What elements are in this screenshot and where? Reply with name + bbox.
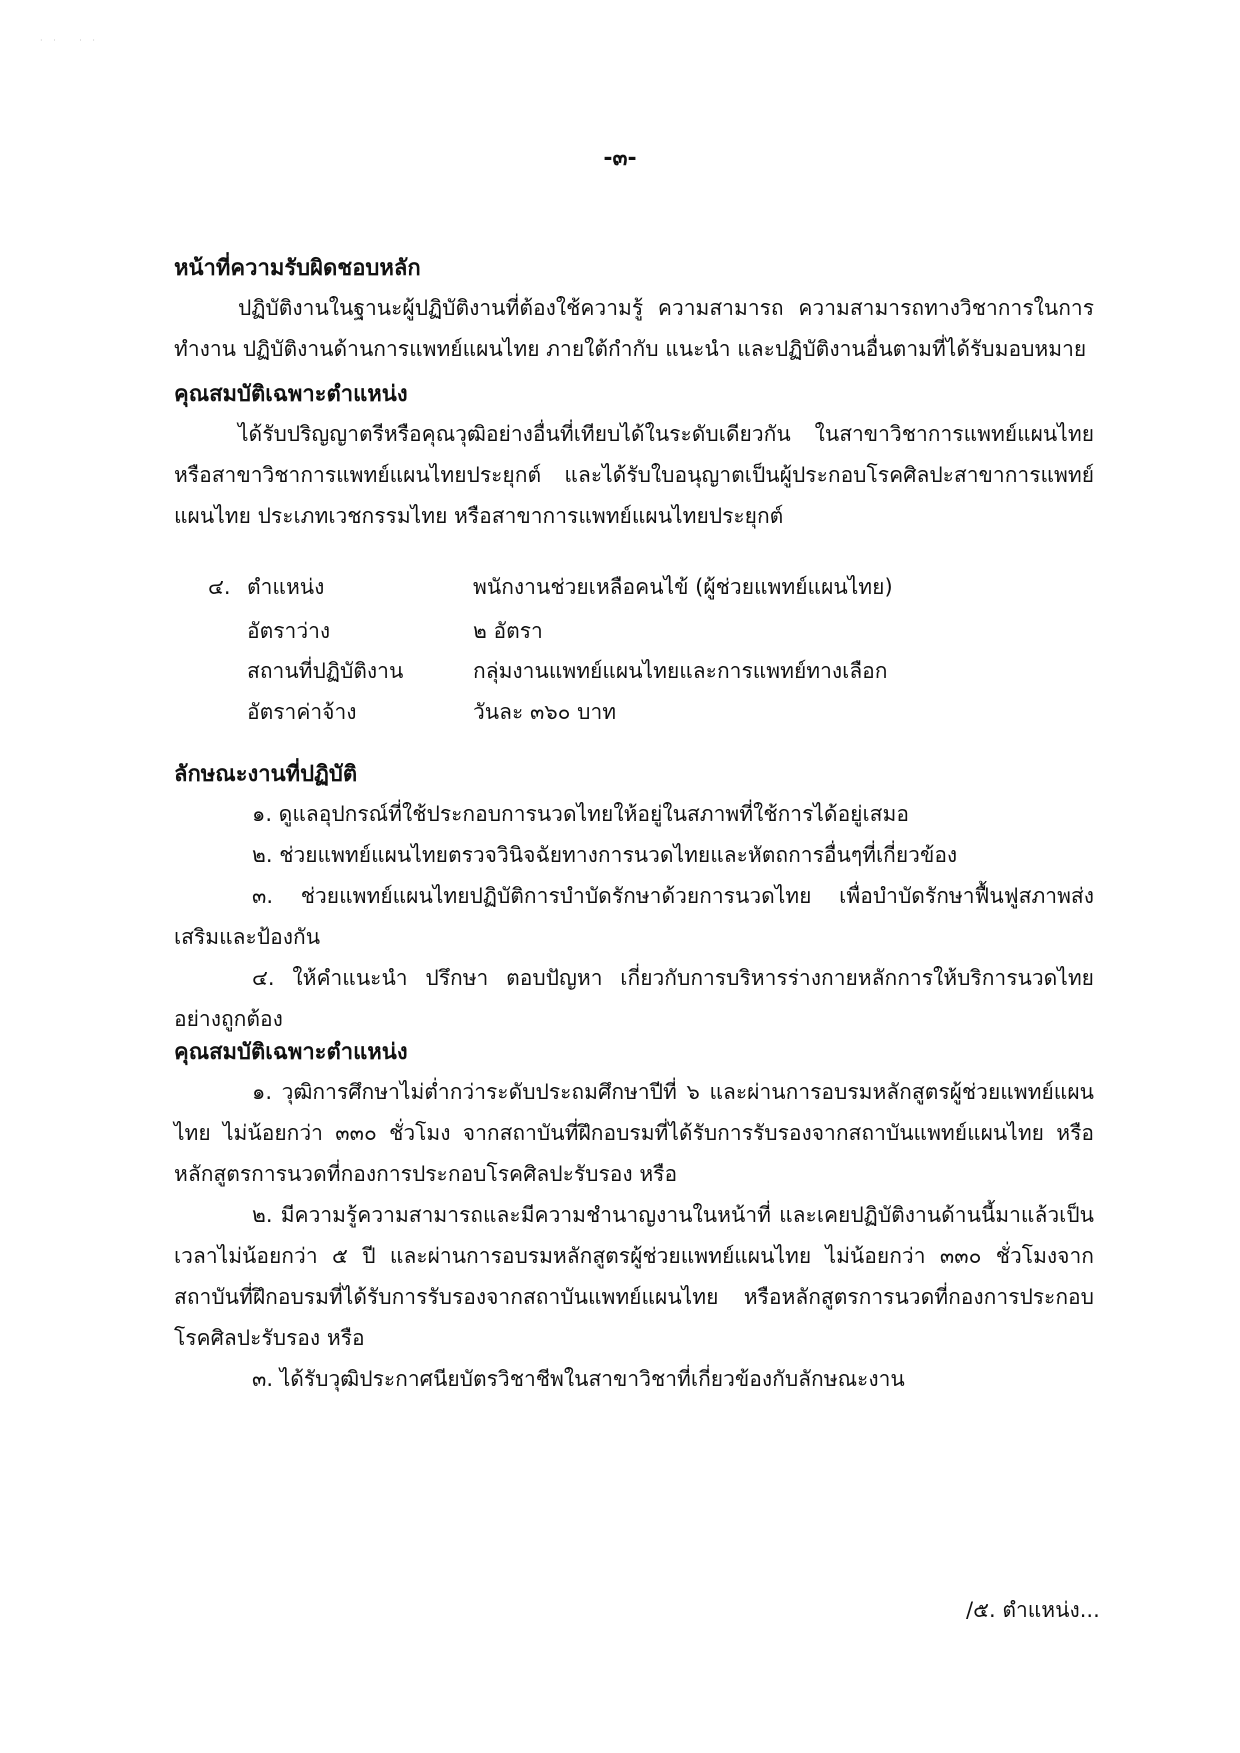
workplace-value: กลุ่มงานแพทย์แผนไทยและการแพทย์ทางเลือก (473, 659, 888, 683)
duties-body: ปฏิบัติงานในฐานะผู้ปฏิบัติงานที่ต้องใช้ความรู้ ความสามารถ ความสามารถทางวิชาการในการทำงาน ปฏิบัติงานด้านการแพทย์แผนไทย ภายใต้กำกับ แนะนำ และปฏิบัติงานอื่นตามที่ได้รับมอบหมาย (174, 296, 1094, 361)
scan-specks: · · · · (40, 36, 99, 45)
vacancy-value: ๒ อัตรา (473, 619, 543, 643)
job-nature-heading: ลักษณะงานที่ปฏิบัติ (174, 762, 358, 787)
job-nature-section (174, 756, 1094, 1040)
job-nature-item: ๓. ช่วยแพทย์แผนไทยปฏิบัติการบำบัดรักษาด้วยการนวดไทย เพื่อบำบัดรักษาฟื้นฟูสภาพส่งเสริมและป้องกัน (174, 884, 1094, 949)
wage-value: วันละ ๓๖๐ บาท (473, 700, 617, 724)
page-number: -๓- (603, 146, 637, 171)
job-nature-item: ๒. ช่วยแพทย์แผนไทยตรวจวินิจฉัยทางการนวดไทยและหัตถการอื่นๆที่เกี่ยวข้อง (252, 843, 958, 867)
duties-section (174, 250, 1094, 370)
job-nature-item: ๑. ดูแลอุปกรณ์ที่ใช้ประกอบการนวดไทยให้อยู่ในสภาพที่ใช้การได้อยู่เสมอ (252, 802, 909, 826)
qualifications-2-heading: คุณสมบัติเฉพาะตำแหน่ง (174, 1040, 408, 1065)
job-nature-item: ๔. ให้คำแนะนำ ปรึกษา ตอบปัญหา เกี่ยวกับการบริหารร่างกายหลักการให้บริการนวดไทยอย่างถูกต้อง (174, 966, 1094, 1031)
qualifications-2-section (174, 1034, 1094, 1400)
workplace-label: สถานที่ปฏิบัติงาน (247, 659, 404, 683)
qualification-item: ๑. วุฒิการศึกษาไม่ต่ำกว่าระดับประถมศึกษาปีที่ ๖ และผ่านการอบรมหลักสูตรผู้ช่วยแพทย์แผนไทย ไม่น้อยกว่า ๓๓๐ ชั่วโมง จากสถาบันที่ฝึกอบรมที่ได้รับการรับรองจากสถาบันแพทย์แผนไทย หรือหลักสูตรการนวดที่กองการประกอบโรคศิลปะรับรอง หรือ (174, 1080, 1094, 1186)
qualifications-1-section (174, 376, 1094, 537)
wage-label: อัตราค่าจ้าง (247, 700, 357, 724)
qualifications-1-body: ได้รับปริญญาตรีหรือคุณวุฒิอย่างอื่นที่เทียบได้ในระดับเดียวกัน ในสาขาวิชาการแพทย์แผนไทยหรือสาขาวิชาการแพทย์แผนไทยประยุกต์ และได้รับใบอนุญาตเป็นผู้ประกอบโรคศิลปะสาขาการแพทย์แผนไทย ประเภทเวชกรรมไทย หรือสาขาการแพทย์แผนไทยประยุกต์ (174, 422, 1094, 528)
position-label: ตำแหน่ง (247, 575, 325, 599)
continuation-note: /๕. ตำแหน่ง... (966, 1598, 1100, 1622)
qualifications-1-heading: คุณสมบัติเฉพาะตำแหน่ง (174, 382, 408, 407)
qualification-item: ๒. มีความรู้ความสามารถและมีความชำนาญงานในหน้าที่ และเคยปฏิบัติงานด้านนี้มาแล้วเป็นเวลาไม่น้อยกว่า ๕ ปี และผ่านการอบรมหลักสูตรผู้ช่วยแพทย์แผนไทย ไม่น้อยกว่า ๓๓๐ ชั่วโมงจากสถาบันที่ฝึกอบรมที่ได้รับการรับรองจากสถาบันแพทย์แผนไทย หรือหลักสูตรการนวดที่กองการประกอบโรคศิลปะรับรอง หรือ (174, 1203, 1094, 1350)
position-value: พนักงานช่วยเหลือคนไข้ (ผู้ช่วยแพทย์แผนไทย) (473, 575, 893, 599)
duties-heading: หน้าที่ความรับผิดชอบหลัก (174, 256, 421, 281)
position-number: ๔. (208, 575, 231, 599)
vacancy-label: อัตราว่าง (247, 619, 331, 643)
qualification-item: ๓. ได้รับวุฒิประกาศนียบัตรวิชาชีพในสาขาวิชาที่เกี่ยวข้องกับลักษณะงาน (252, 1367, 905, 1391)
